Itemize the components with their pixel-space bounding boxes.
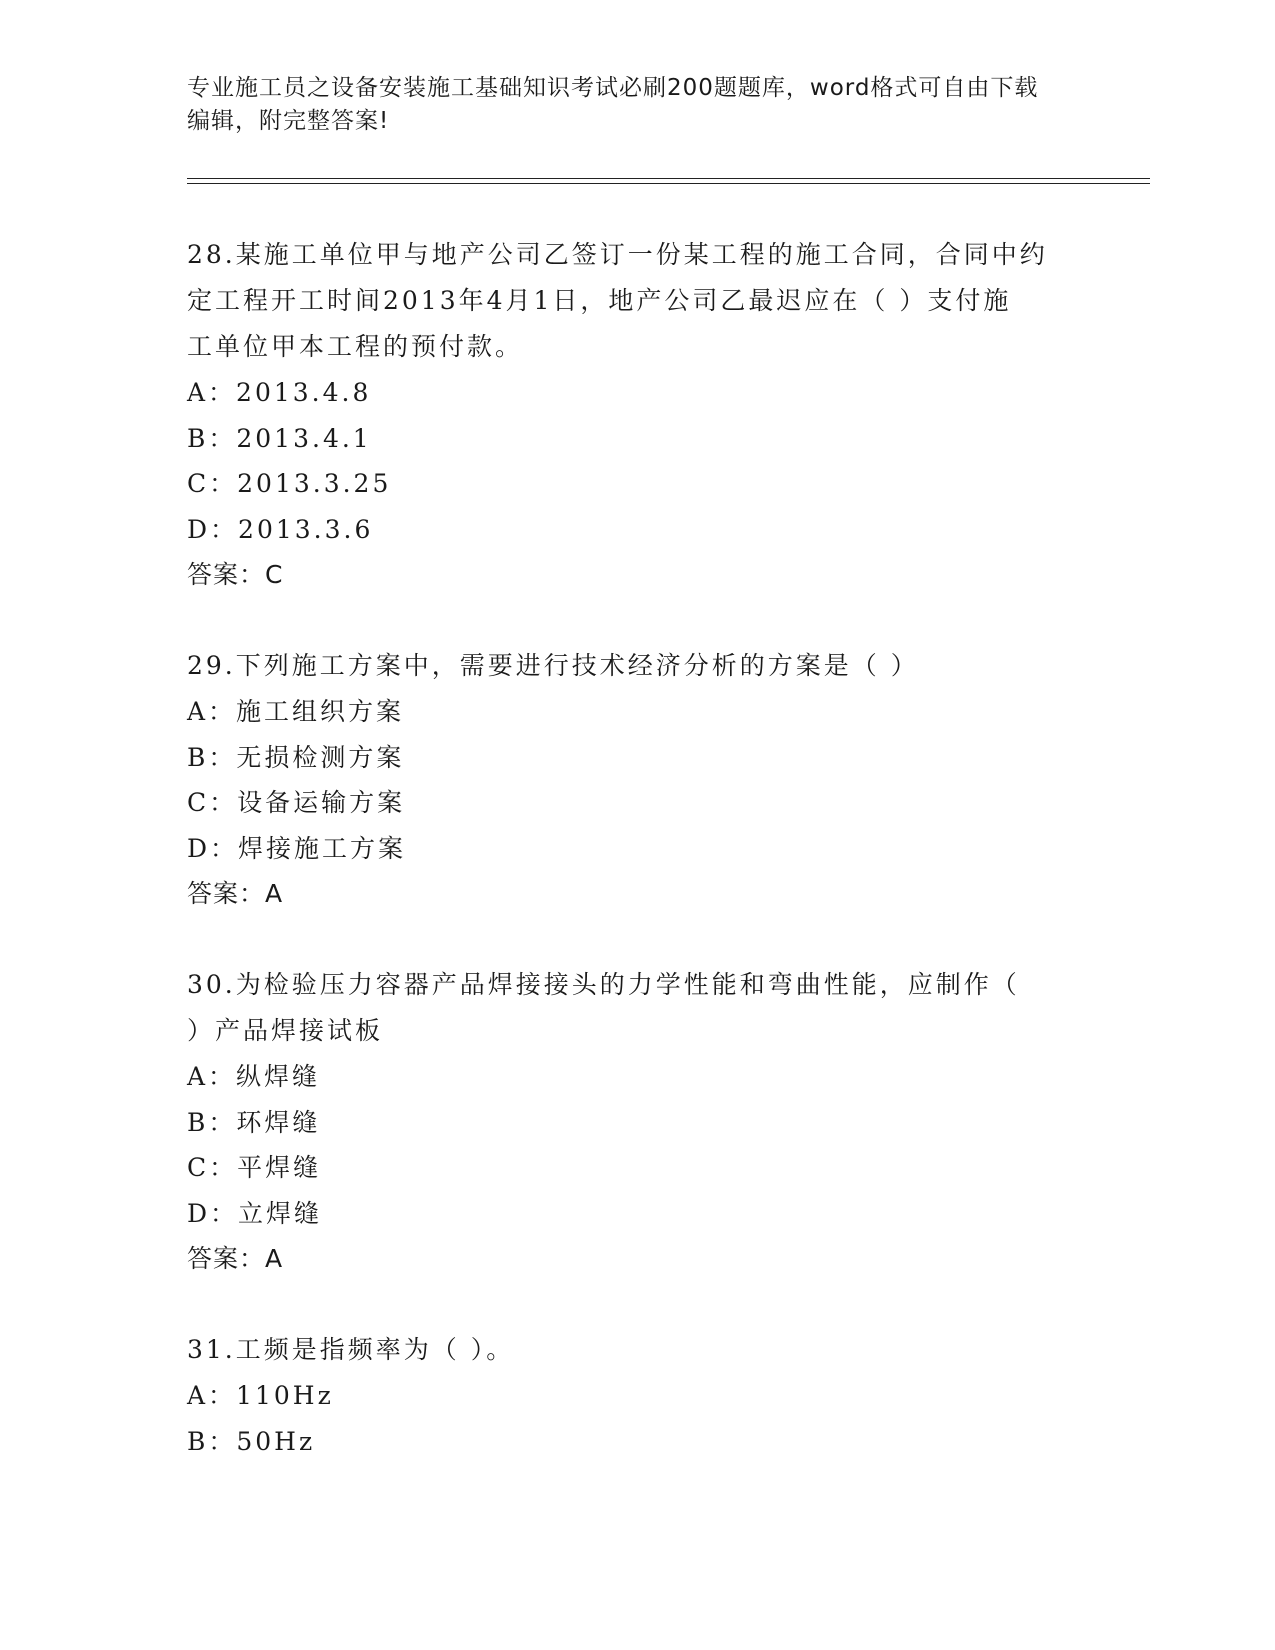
- option-b: B：2013.4.1: [187, 423, 372, 453]
- option-d: D：2013.3.6: [187, 514, 374, 544]
- header-divider-bottom: [187, 183, 1150, 184]
- question-spacer: [187, 597, 1087, 643]
- question-spacer: [187, 1281, 1087, 1327]
- answer-line: 答案：A: [187, 879, 284, 908]
- question-stem-line: ）产品焊接试板: [187, 1016, 384, 1045]
- question-29: [187, 643, 1087, 916]
- question-30: [187, 962, 1087, 1281]
- option-a: A：纵焊缝: [187, 1062, 321, 1091]
- option-b: B：环焊缝: [187, 1107, 321, 1137]
- option-c: C：设备运输方案: [187, 788, 406, 817]
- option-b: B：50Hz: [187, 1426, 316, 1456]
- option-c: C：平焊缝: [187, 1153, 322, 1182]
- option-a: A：施工组织方案: [187, 697, 405, 726]
- option-d: D：立焊缝: [187, 1198, 323, 1228]
- option-a: A：110Hz: [187, 1381, 334, 1410]
- question-stem-line: 工单位甲本工程的预付款。: [187, 332, 524, 361]
- question-stem-line: 29.下列施工方案中，需要进行技术经济分析的方案是（ ）: [187, 651, 919, 680]
- option-a: A：2013.4.8: [187, 378, 372, 407]
- header-title-line-2: 编辑，附完整答案!: [187, 108, 390, 134]
- question-28: [187, 232, 1087, 597]
- option-b: B：无损检测方案: [187, 742, 405, 772]
- document-header: [187, 72, 1087, 138]
- question-list: [187, 232, 1087, 1464]
- header-title-line-1: 专业施工员之设备安装施工基础知识考试必刷200题题库，word格式可自由下载: [187, 75, 1039, 101]
- question-31: [187, 1327, 1087, 1464]
- answer-line: 答案：C: [187, 560, 284, 589]
- answer-line: 答案：A: [187, 1244, 284, 1273]
- option-d: D：焊接施工方案: [187, 833, 407, 863]
- question-stem-line: 31.工频是指频率为（ ）。: [187, 1335, 515, 1364]
- question-spacer: [187, 916, 1087, 962]
- option-c: C：2013.3.25: [187, 469, 392, 498]
- question-stem-line: 28.某施工单位甲与地产公司乙签订一份某工程的施工合同，合同中约: [187, 240, 1048, 269]
- question-stem-line: 30.为检验压力容器产品焊接接头的力学性能和弯曲性能，应制作（: [187, 970, 1020, 999]
- header-divider-top: [187, 178, 1150, 179]
- question-stem-line: 定工程开工时间2013年4月1日，地产公司乙最迟应在（ ）支付施: [187, 286, 1012, 315]
